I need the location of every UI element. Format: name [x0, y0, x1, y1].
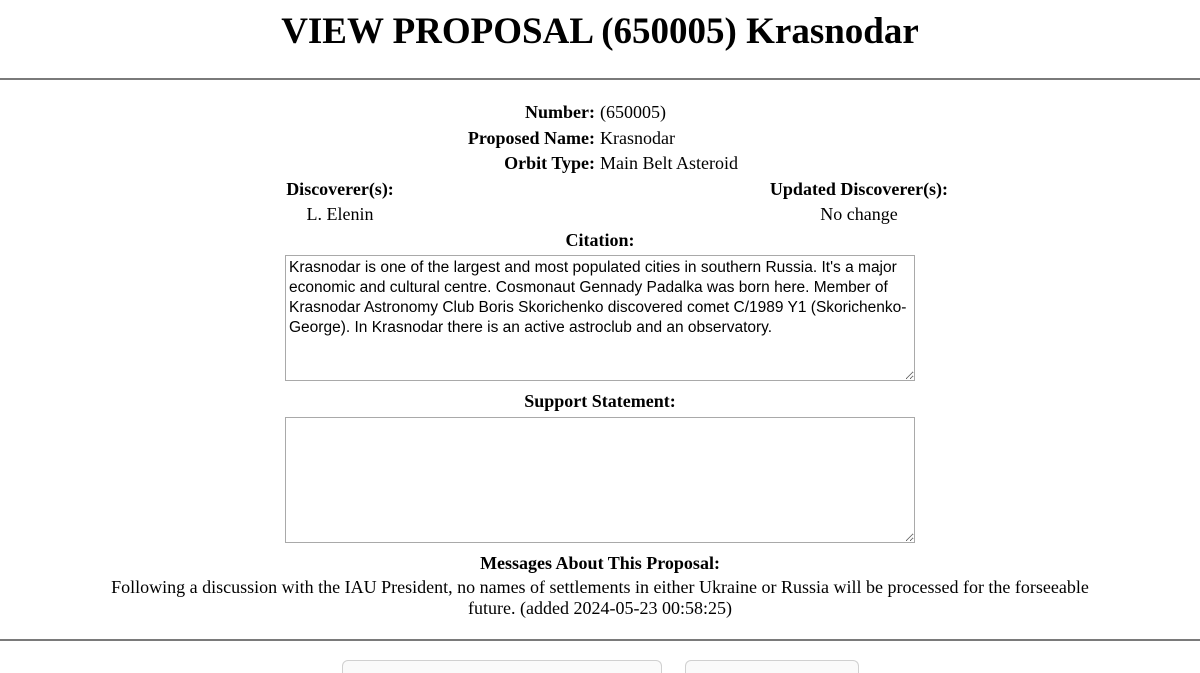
orbit-type-value: Main Belt Asteroid [600, 153, 738, 173]
messages-label: Messages About This Proposal: [480, 552, 720, 573]
orbit-type-row [0, 151, 1200, 177]
number-value: (650005) [600, 102, 666, 122]
action-buttons [0, 660, 1200, 670]
number-label: Number: [525, 102, 595, 122]
updated-discoverers-value: No change [820, 204, 898, 224]
proposed-name-value: Krasnodar [600, 127, 675, 148]
updated-discoverers-column [767, 177, 951, 228]
support-statement-label: Support Statement: [524, 391, 676, 411]
page-title: VIEW PROPOSAL (650005) Krasnodar [281, 11, 919, 52]
discoverers-column [285, 177, 395, 228]
orbit-type-label: Orbit Type: [504, 153, 595, 173]
proposed-name-label: Proposed Name: [467, 127, 595, 148]
support-statement-textarea[interactable] [285, 417, 915, 543]
citation-label: Citation: [565, 229, 635, 250]
discoverers-section [0, 177, 1200, 228]
proposal-details [0, 100, 1200, 177]
discoverers-value: L. Elenin [306, 204, 374, 224]
message-text: Following a discussion with the IAU President, no names of settlements in either Ukraine or Russia will be processed for the forseeable future. (added 2024-05-23 00:58:25) [111, 577, 1089, 618]
updated-discoverers-label: Updated Discoverer(s): [769, 178, 949, 199]
footer-divider [0, 639, 1200, 641]
citation-textarea[interactable] [285, 255, 915, 381]
citation-wrapper [285, 255, 915, 381]
number-row [0, 100, 1200, 126]
proposed-name-row [0, 126, 1200, 152]
support-statement-wrapper [285, 417, 915, 543]
discoverers-label: Discoverer(s): [286, 178, 394, 199]
header-divider [0, 78, 1200, 80]
